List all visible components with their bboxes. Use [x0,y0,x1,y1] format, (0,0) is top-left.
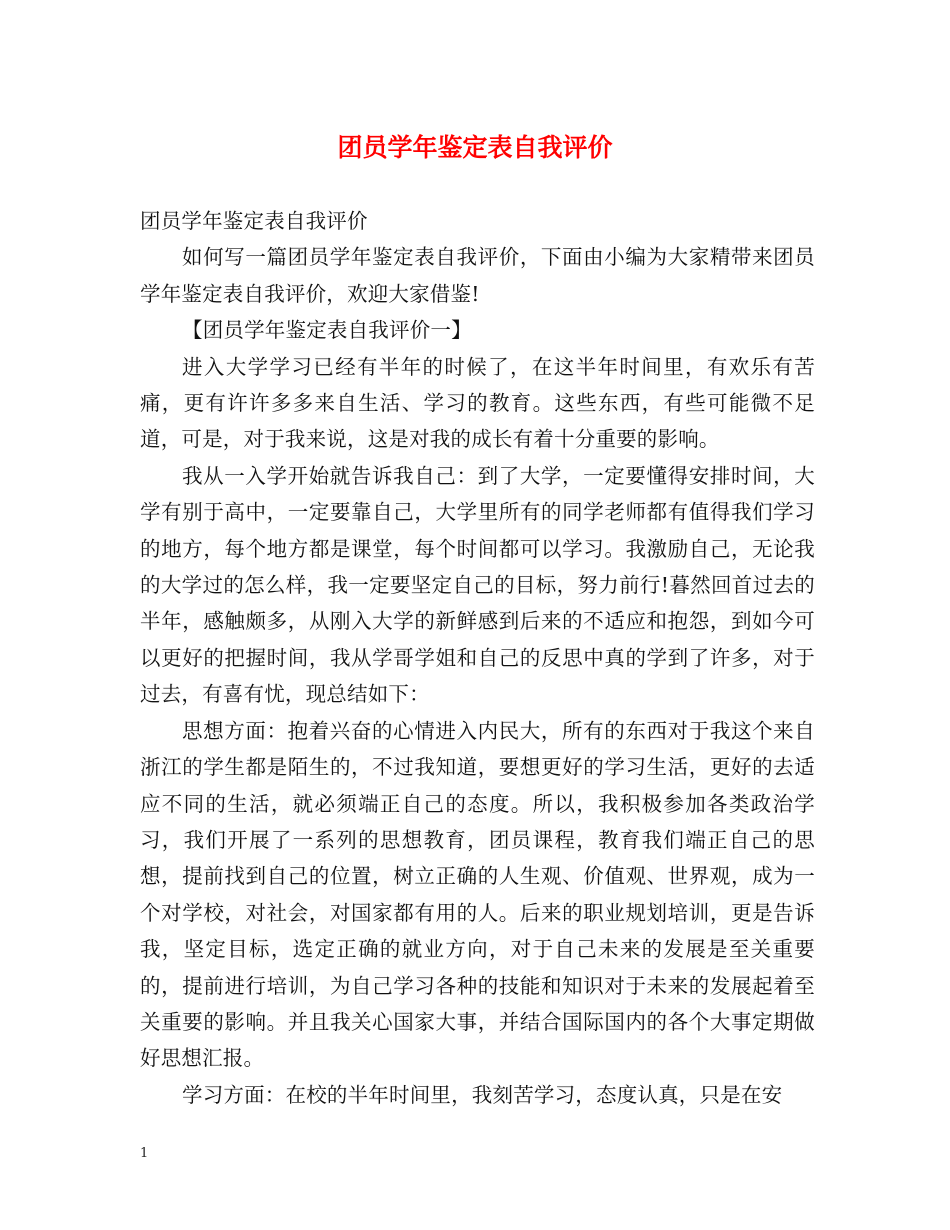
document-body [140,203,815,1113]
paragraph-subtitle: 团员学年鉴定表自我评价 [140,209,368,233]
paragraph-body: 进入大学学习已经有半年的时候了，在这半年时间里，有欢乐有苦痛，更有许许多多来自生活、学习的教育。这些东西，有些可能微不足道，可是，对于我来说，这是对我的成长有着十分重要的影响。 [140,354,815,452]
paragraph-section-heading: 【团员学年鉴定表自我评价一】 [182,318,472,343]
page-number: 1 [140,1146,149,1161]
paragraph-body: 学习方面：在校的半年时间里，我刻苦学习，态度认真，只是在安 [182,1082,783,1107]
paragraph-body: 我从一入学开始就告诉我自己：到了大学，一定要懂得安排时间，大学有别于高中，一定要靠自己，大学里所有的同学老师都有值得我们学习的地方，每个地方都是课堂，每个时间都可以学习。我激励自己，无论我的大学过的怎么样，我一定要坚定自己的目标，努力前行!暮然回首过去的半年，感触颇多，从刚入大学的新鲜感到后来的不适应和抱怨，到如今可以更好的把握时间，我从学哥学姐和自己的反思中真的学到了许多，对于过去，有喜有忧，现总结如下： [140,463,815,707]
paragraph-body: 思想方面：抱着兴奋的心情进入内民大，所有的东西对于我这个来自浙江的学生都是陌生的，不过我知道，要想更好的学习生活，更好的去适应不同的生活，就必须端正自己的态度。所以，我积极参加各类政治学习，我们开展了一系列的思想教育，团员课程，教育我们端正自己的思想，提前找到自己的位置，树立正确的人生观、价值观、世界观，成为一个对学校，对社会，对国家都有用的人。后来的职业规划培训，更是告诉我，坚定目标，选定正确的就业方向，对于自己未来的发展是至关重要的，提前进行培训，为自己学习各种的技能和知识对于未来的发展起着至关重要的影响。并且我关心国家大事，并结合国际国内的各个大事定期做好思想汇报。 [140,718,815,1071]
paragraph-intro: 如何写一篇团员学年鉴定表自我评价，下面由小编为大家精带来团员学年鉴定表自我评价，欢迎大家借鉴! [140,245,815,306]
document-title: 团员学年鉴定表自我评价 [337,133,613,162]
